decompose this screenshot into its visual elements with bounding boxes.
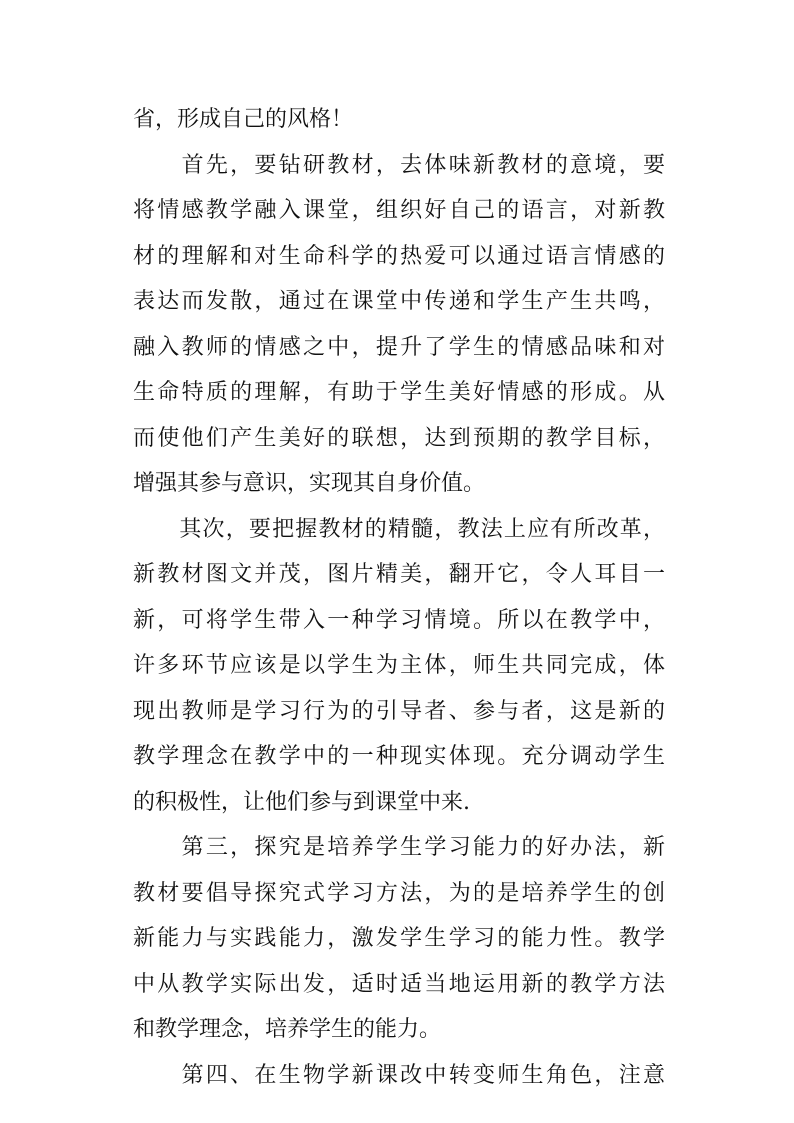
text-line: 中从教学实际出发，适时适当地运用新的教学方法 (133, 971, 665, 997)
text-line: 省，形成自己的风格！ (133, 107, 354, 132)
body-text (133, 97, 665, 1098)
text-line: 第三，探究是培养学生学习能力的好办法，新 (133, 835, 665, 860)
text-line: 新能力与实践能力，激发学生学习的能力性。教学 (133, 926, 665, 951)
text-line: 生命特质的理解，有助于学生美好情感的形成。从 (133, 380, 665, 405)
text-line: 许多环节应该是以学生为主体，师生共同完成，体 (133, 653, 665, 678)
text-line: 增强其参与意识，实现其自身价值。 (133, 471, 486, 496)
text-line: 现出教师是学习行为的引导者、参与者，这是新的 (133, 698, 665, 724)
text-line: 首先，要钻研教材，去体味新教材的意境，要 (133, 152, 665, 178)
text-line: 表达而发散，通过在课堂中传递和学生产生共鸣， (133, 289, 665, 314)
text-line: 教学理念在教学中的一种现实体现。充分调动学生 (133, 744, 665, 769)
text-line: 将情感教学融入课堂，组织好自己的语言，对新教 (133, 198, 665, 223)
text-line: 新，可将学生带入一种学习情境。所以在教学中， (133, 607, 665, 633)
text-line: 材的理解和对生命科学的热爱可以通过语言情感的 (133, 243, 665, 269)
text-line: 而使他们产生美好的联想，达到预期的教学目标， (133, 425, 665, 451)
text-line: 其次，要把握教材的精髓，教法上应有所改革， (133, 516, 665, 542)
text-line: 的积极性，让他们参与到课堂中来. (133, 789, 470, 815)
text-line: 教材要倡导探究式学习方法，为的是培养学生的创 (133, 880, 665, 906)
text-line: 融入教师的情感之中，提升了学生的情感品味和对 (133, 334, 665, 360)
text-line: 新教材图文并茂，图片精美，翻开它，令人耳目一 (133, 562, 665, 587)
text-line: 第四、在生物学新课改中转变师生角色，注意 (133, 1062, 665, 1088)
text-line: 和教学理念，培养学生的能力。 (133, 1017, 442, 1042)
